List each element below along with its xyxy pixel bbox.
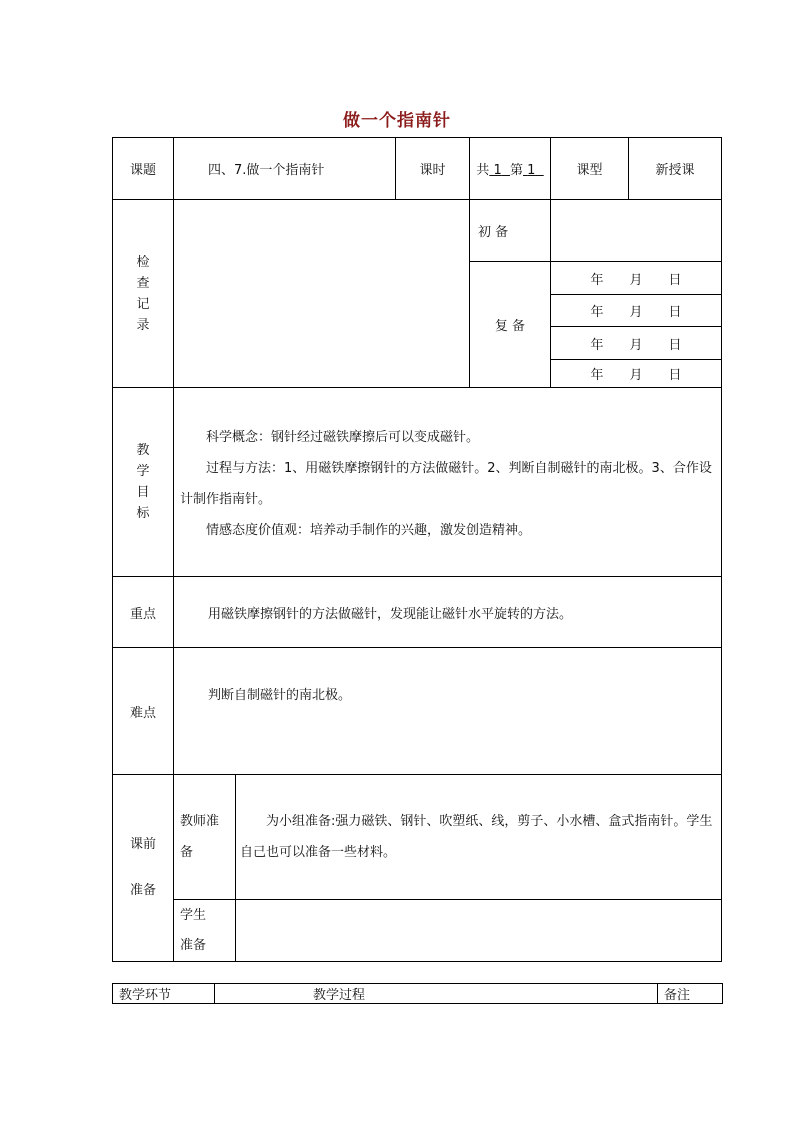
period-total-prefix: 共 <box>476 163 490 178</box>
teacher-prep-text: 为小组准备:强力磁铁、钢针、吹塑纸、线，剪子、小水槽、盒式指南针。学生自己也可以准备一些材料。 <box>236 775 722 900</box>
teaching-goals-content <box>174 388 722 577</box>
period-value <box>470 138 551 200</box>
review-prep-label: 复 备 <box>470 262 551 388</box>
check-record-area <box>174 200 470 388</box>
period-nth: 1 <box>527 163 536 178</box>
date-row: 年 月 日 <box>551 262 722 295</box>
date-row: 年 月 日 <box>551 360 722 388</box>
initial-prep-label: 初 备 <box>470 200 551 262</box>
teaching-process-header <box>112 983 723 1004</box>
notes-header: 备注 <box>658 984 723 1004</box>
lesson-plan-table <box>112 137 722 962</box>
topic-value: 四、7.做一个指南针 <box>174 138 396 200</box>
student-prep-label: 学生 准备 <box>174 900 236 962</box>
period-nth-prefix: 第 <box>510 163 524 178</box>
period-label: 课时 <box>396 138 470 200</box>
difficulty-text: 判断自制磁针的南北极。 <box>174 648 722 775</box>
key-point-label: 重点 <box>113 577 174 648</box>
topic-label: 课题 <box>113 138 174 200</box>
teaching-stage-header: 教学环节 <box>113 984 215 1004</box>
type-label: 课型 <box>551 138 629 200</box>
teaching-process-header-cell: 教学过程 <box>215 984 658 1004</box>
goal-concept: 科学概念：钢针经过磁铁摩擦后可以变成磁针。 <box>206 430 480 445</box>
date-row: 年 月 日 <box>551 295 722 327</box>
initial-prep-value <box>551 200 722 262</box>
student-prep-text <box>236 900 722 962</box>
goal-emotion: 情感态度价值观：培养动手制作的兴趣，激发创造精神。 <box>206 523 532 538</box>
difficulty-label: 难点 <box>113 648 174 775</box>
teacher-prep-label: 教师准 备 <box>174 775 236 900</box>
period-total: 1 <box>493 163 502 178</box>
date-row: 年 月 日 <box>551 327 722 360</box>
key-point-text: 用磁铁摩擦钢针的方法做磁针，发现能让磁针水平旋转的方法。 <box>174 577 722 648</box>
check-record-label: 检 查 记 录 <box>113 200 174 388</box>
page-title: 做一个指南针 <box>343 111 451 131</box>
goal-process: 过程与方法：1、用磁铁摩擦钢针的方法做磁针。2、判断自制磁针的南北极。3、合作设计制作指南针。 <box>180 461 712 507</box>
pre-class-prep-label: 课前 准备 <box>113 775 174 962</box>
teaching-goals-label: 教 学 目 标 <box>113 388 174 577</box>
type-value: 新授课 <box>629 138 722 200</box>
